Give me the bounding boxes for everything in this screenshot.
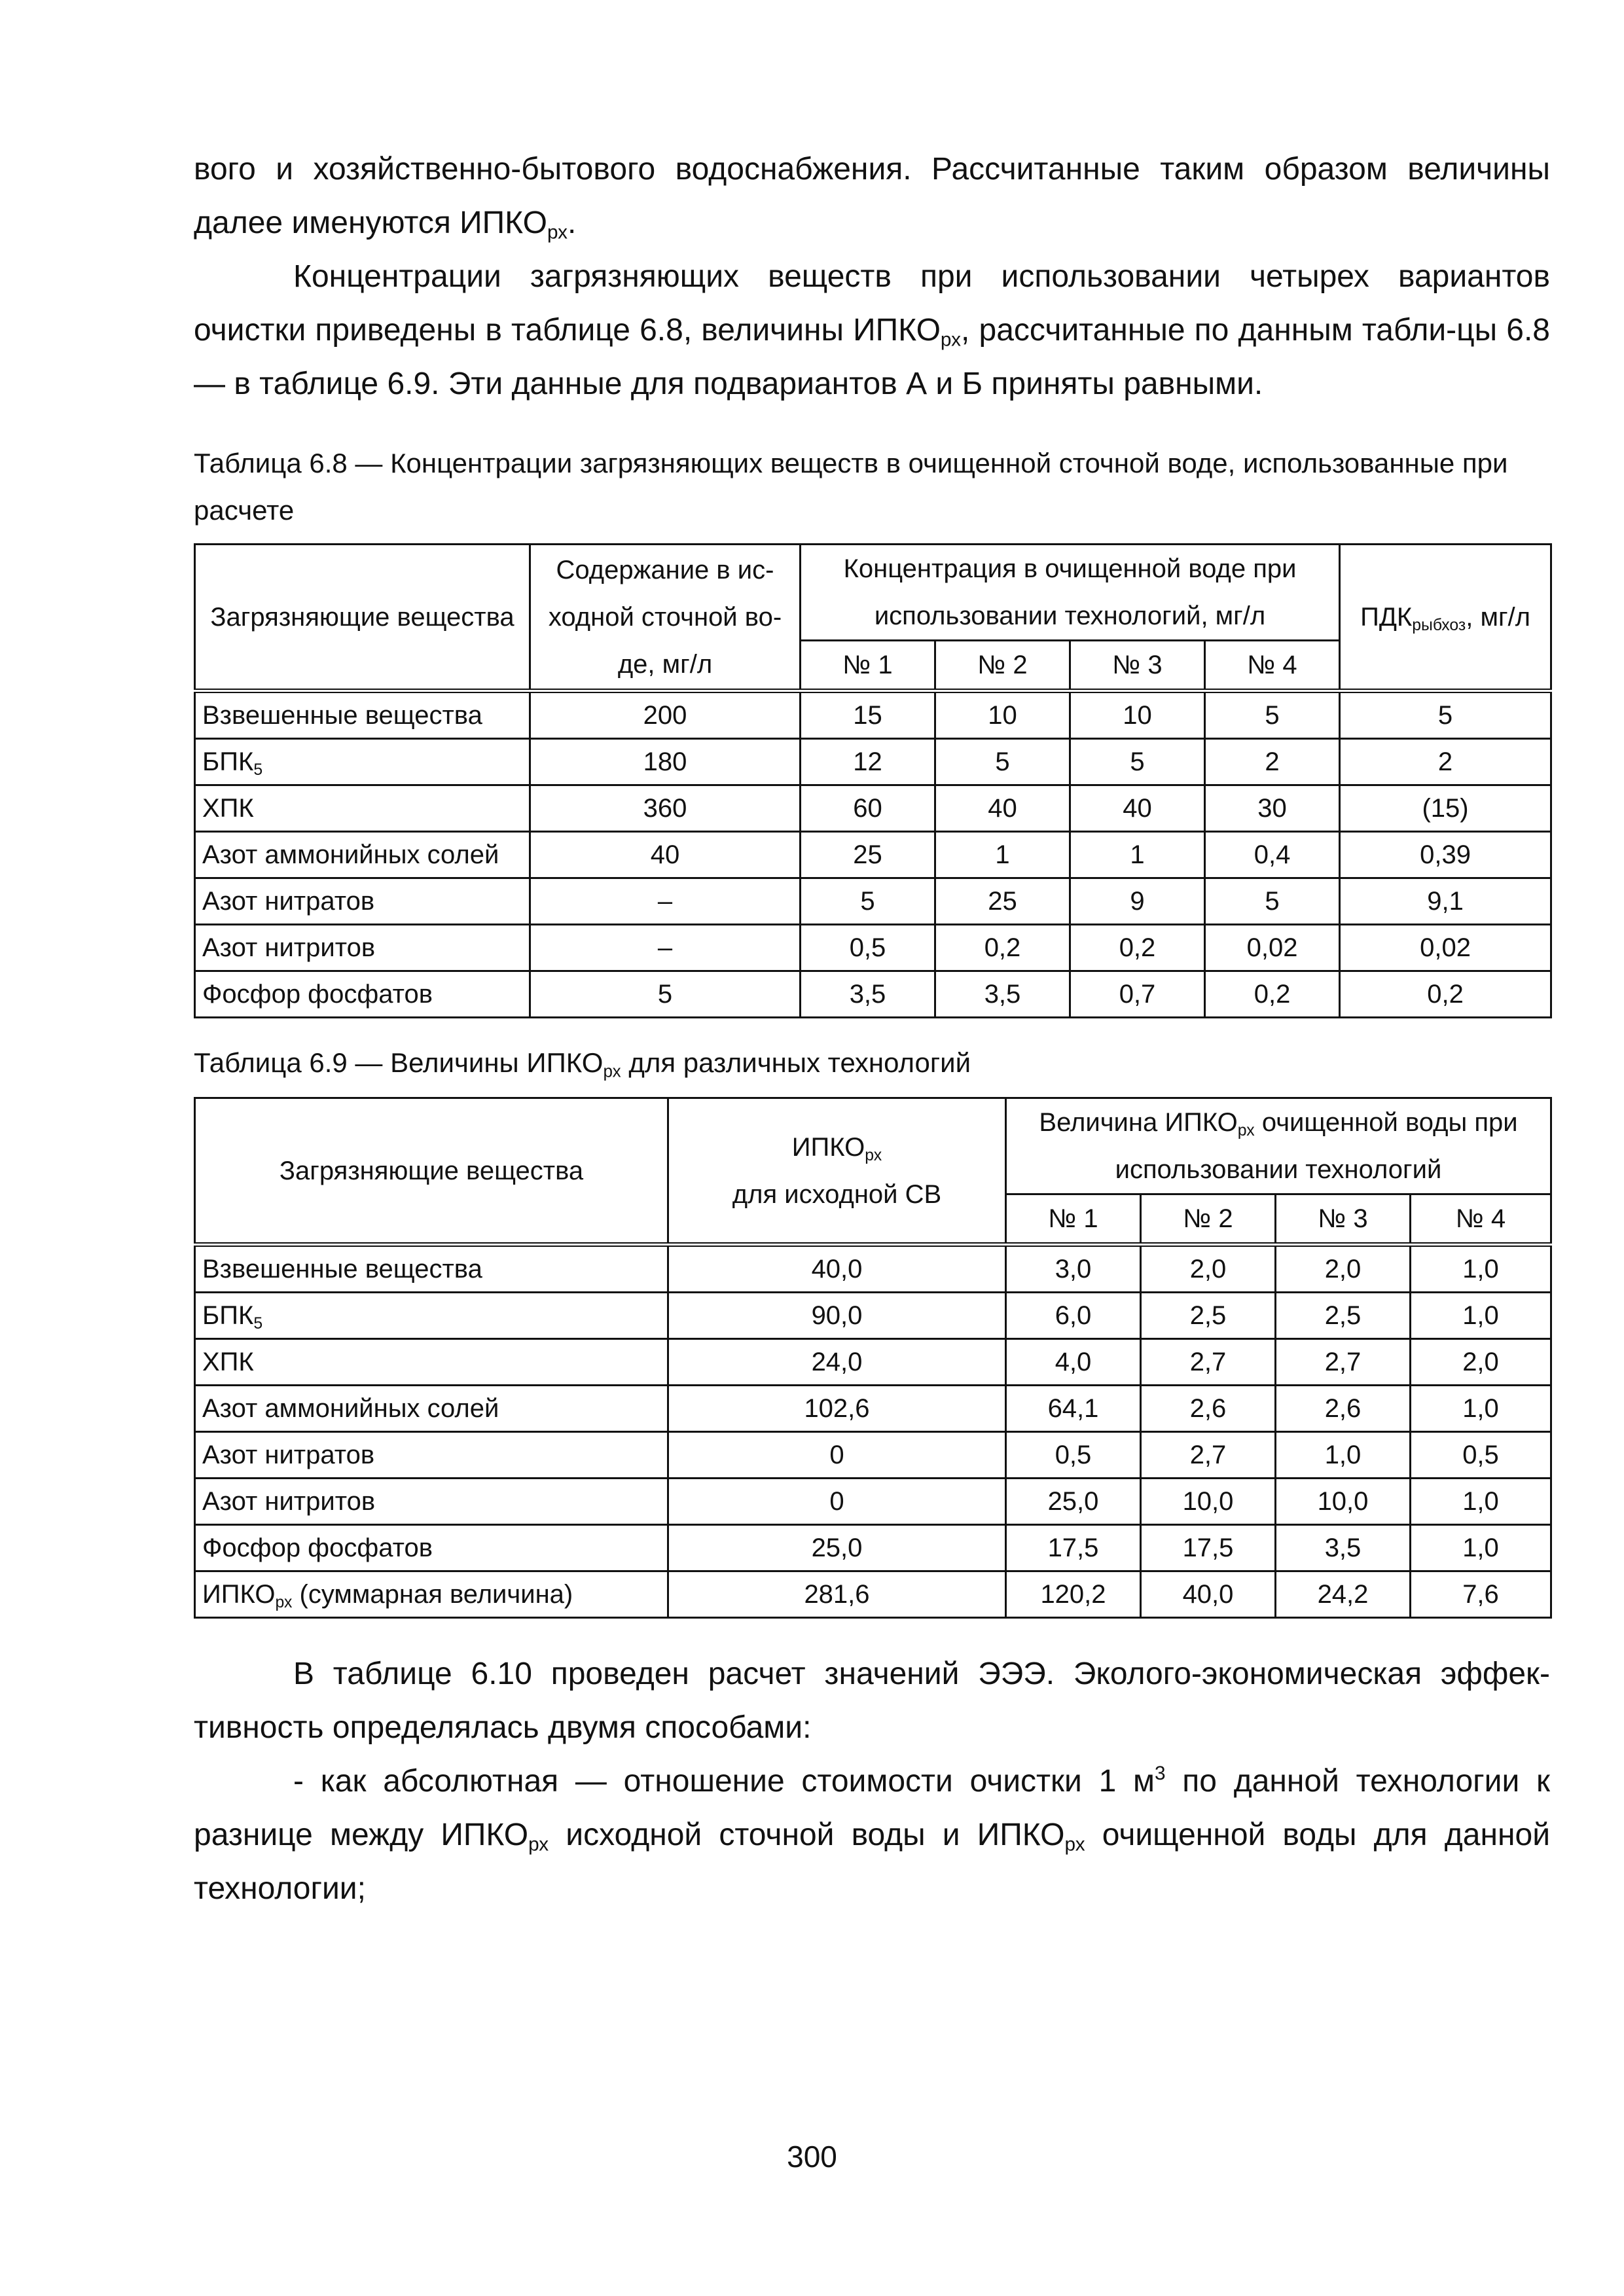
substance-name: Азот аммонийных солей: [195, 832, 530, 878]
value-cell: 7,6: [1411, 1571, 1551, 1618]
value-cell: 40: [935, 785, 1070, 832]
header-tech: № 2: [1141, 1194, 1276, 1245]
value-cell: 0,39: [1340, 832, 1551, 878]
value-cell: 1: [935, 832, 1070, 878]
intro-paragraph-1: вого и хозяйственно-бытового водоснабжения. Рассчитанные таким образом величины далее именуются $ИПКО_{рх}$.: [194, 152, 1550, 243]
value-cell: 2,5: [1141, 1293, 1276, 1339]
value-cell: 1,0: [1411, 1245, 1551, 1293]
value-cell: 5: [935, 739, 1070, 785]
substance-name: Азот нитратов: [195, 878, 530, 925]
value-cell: 2: [1340, 739, 1551, 785]
table-6-8-caption: Таблица 6.8 — Концентрации загрязняющих веществ в очищенной сточной воде, использованные при расчете: [194, 448, 1508, 526]
value-cell: 2,6: [1141, 1386, 1276, 1432]
header-ipko-treated: Величина $ИПКО_{рх}$ очищенной воды при использовании технологий: [1006, 1098, 1551, 1194]
header-source-content: Содержание в ис-ходной сточной во-де, мг/л: [530, 545, 801, 691]
value-cell: 3,0: [1006, 1245, 1141, 1293]
table-row: [195, 925, 1551, 971]
value-cell: 90,0: [668, 1293, 1006, 1339]
header-tech: № 1: [1006, 1194, 1141, 1245]
page-number: 300: [787, 2140, 837, 2174]
value-cell: 1,0: [1411, 1386, 1551, 1432]
value-cell: 1,0: [1411, 1293, 1551, 1339]
value-cell: 25: [935, 878, 1070, 925]
value-cell: 3,5: [935, 971, 1070, 1018]
table-row: [195, 971, 1551, 1018]
value-cell: –: [530, 878, 801, 925]
value-cell: 3,5: [801, 971, 935, 1018]
value-cell: 40: [1070, 785, 1205, 832]
table-row: [195, 1432, 1551, 1479]
header-ipko-source: $ИПКО_{рх}$ для исходной СВ: [668, 1098, 1006, 1245]
value-cell: 200: [530, 691, 801, 739]
value-cell: (15): [1340, 785, 1551, 832]
value-cell: 0,4: [1205, 832, 1340, 878]
value-cell: 17,5: [1006, 1525, 1141, 1571]
table-row: [195, 1293, 1551, 1339]
outro-paragraph-2: - как абсолютная — отношение стоимости очистки 1 $м^3$ по данной технологии к разнице между $ИПКО_{рх}$ исходной сточной воды и $ИПКО_{рх}$ очищенной воды для данной технологии;: [194, 1763, 1551, 1906]
substance-name: Азот нитритов: [195, 1479, 668, 1525]
header-substance: Загрязняющие вещества: [195, 545, 530, 691]
value-cell: 0,2: [1070, 925, 1205, 971]
value-cell: 2,0: [1276, 1245, 1411, 1293]
table-row: [195, 1525, 1551, 1571]
substance-name: $БПК_5$: [195, 1293, 668, 1339]
value-cell: 10: [1070, 691, 1205, 739]
value-cell: 40,0: [668, 1245, 1006, 1293]
header-tech: № 1: [801, 641, 935, 691]
value-cell: 5: [1205, 691, 1340, 739]
header-tech: № 4: [1411, 1194, 1551, 1245]
value-cell: 0,5: [1006, 1432, 1141, 1479]
outro-paragraph-1: В таблице 6.10 проведен расчет значений ЭЭЭ. Эколого-экономическая эффек-тивность определялась двумя способами:: [194, 1657, 1550, 1745]
table-row: [195, 1386, 1551, 1432]
value-cell: 17,5: [1141, 1525, 1276, 1571]
value-cell: 25,0: [1006, 1479, 1141, 1525]
table-6-9-caption: Таблица 6.9 — Величины $ИПКО_{рх}$ для различных технологий: [194, 1047, 971, 1081]
header-tech: № 2: [935, 641, 1070, 691]
value-cell: 0,02: [1205, 925, 1340, 971]
substance-name: ХПК: [195, 785, 530, 832]
value-cell: 281,6: [668, 1571, 1006, 1618]
substance-name: ХПК: [195, 1339, 668, 1386]
page-content: [194, 143, 1550, 1916]
value-cell: 0: [668, 1479, 1006, 1525]
value-cell: –: [530, 925, 801, 971]
value-cell: 9: [1070, 878, 1205, 925]
value-cell: 25,0: [668, 1525, 1006, 1571]
table-6-8: [194, 543, 1552, 1018]
value-cell: 12: [801, 739, 935, 785]
value-cell: 6,0: [1006, 1293, 1141, 1339]
value-cell: 1,0: [1411, 1479, 1551, 1525]
value-cell: 40,0: [1141, 1571, 1276, 1618]
substance-name: Азот аммонийных солей: [195, 1386, 668, 1432]
value-cell: 9,1: [1340, 878, 1551, 925]
table-row: [195, 691, 1551, 739]
header-tech: № 3: [1276, 1194, 1411, 1245]
substance-name: $БПК_5$: [195, 739, 530, 785]
value-cell: 15: [801, 691, 935, 739]
value-cell: 102,6: [668, 1386, 1006, 1432]
value-cell: 2,6: [1276, 1386, 1411, 1432]
value-cell: 0,5: [1411, 1432, 1551, 1479]
substance-name: Взвешенные вещества: [195, 691, 530, 739]
value-cell: 120,2: [1006, 1571, 1141, 1618]
substance-name: Азот нитратов: [195, 1432, 668, 1479]
value-cell: 0,02: [1340, 925, 1551, 971]
value-cell: 40: [530, 832, 801, 878]
value-cell: 2: [1205, 739, 1340, 785]
substance-name: Азот нитритов: [195, 925, 530, 971]
value-cell: 2,0: [1411, 1339, 1551, 1386]
value-cell: 0,7: [1070, 971, 1205, 1018]
value-cell: 2,0: [1141, 1245, 1276, 1293]
substance-name: Взвешенные вещества: [195, 1245, 668, 1293]
table-row: [195, 785, 1551, 832]
header-tech: № 3: [1070, 641, 1205, 691]
value-cell: 24,0: [668, 1339, 1006, 1386]
table-row: [195, 878, 1551, 925]
table-row: [195, 1339, 1551, 1386]
value-cell: 5: [801, 878, 935, 925]
value-cell: 1,0: [1276, 1432, 1411, 1479]
value-cell: 24,2: [1276, 1571, 1411, 1618]
value-cell: 5: [1070, 739, 1205, 785]
value-cell: 3,5: [1276, 1525, 1411, 1571]
value-cell: 5: [530, 971, 801, 1018]
value-cell: 30: [1205, 785, 1340, 832]
value-cell: 2,7: [1276, 1339, 1411, 1386]
table-row: [195, 1479, 1551, 1525]
value-cell: 1,0: [1411, 1525, 1551, 1571]
table-row: [195, 739, 1551, 785]
value-cell: 0,2: [1205, 971, 1340, 1018]
table-row: [195, 1571, 1551, 1618]
value-cell: 2,7: [1141, 1432, 1276, 1479]
table-row: [195, 1245, 1551, 1293]
value-cell: 64,1: [1006, 1386, 1141, 1432]
intro-paragraph-2: Концентрации загрязняющих веществ при использовании четырех вариантов очистки приведены в таблице 6.8, величины $ИПКО_{рх}$, рассчитанные по данным табли-цы 6.8 — в таблице 6.9. Эти данные для подвариантов А и Б приняты равными.: [194, 259, 1551, 401]
value-cell: 2,5: [1276, 1293, 1411, 1339]
header-tech: № 4: [1205, 641, 1340, 691]
substance-name: Фосфор фосфатов: [195, 971, 530, 1018]
value-cell: 0,2: [935, 925, 1070, 971]
header-pdk: $ПДК_{рыбхоз}$, мг/л: [1340, 545, 1551, 691]
header-concentration: Концентрация в очищенной воде при использовании технологий, мг/л: [801, 545, 1340, 641]
header-substance: Загрязняющие вещества: [195, 1098, 668, 1245]
substance-name: $ИПКО_{рх}$ (суммарная величина): [195, 1571, 668, 1618]
value-cell: 1: [1070, 832, 1205, 878]
substance-name: Фосфор фосфатов: [195, 1525, 668, 1571]
value-cell: 25: [801, 832, 935, 878]
value-cell: 0: [668, 1432, 1006, 1479]
table-row: [195, 832, 1551, 878]
value-cell: 5: [1205, 878, 1340, 925]
value-cell: 5: [1340, 691, 1551, 739]
value-cell: 10: [935, 691, 1070, 739]
value-cell: 360: [530, 785, 801, 832]
table-6-9: [194, 1097, 1552, 1619]
value-cell: 0,2: [1340, 971, 1551, 1018]
value-cell: 10,0: [1276, 1479, 1411, 1525]
value-cell: 0,5: [801, 925, 935, 971]
value-cell: 180: [530, 739, 801, 785]
value-cell: 60: [801, 785, 935, 832]
value-cell: 4,0: [1006, 1339, 1141, 1386]
value-cell: 10,0: [1141, 1479, 1276, 1525]
value-cell: 2,7: [1141, 1339, 1276, 1386]
